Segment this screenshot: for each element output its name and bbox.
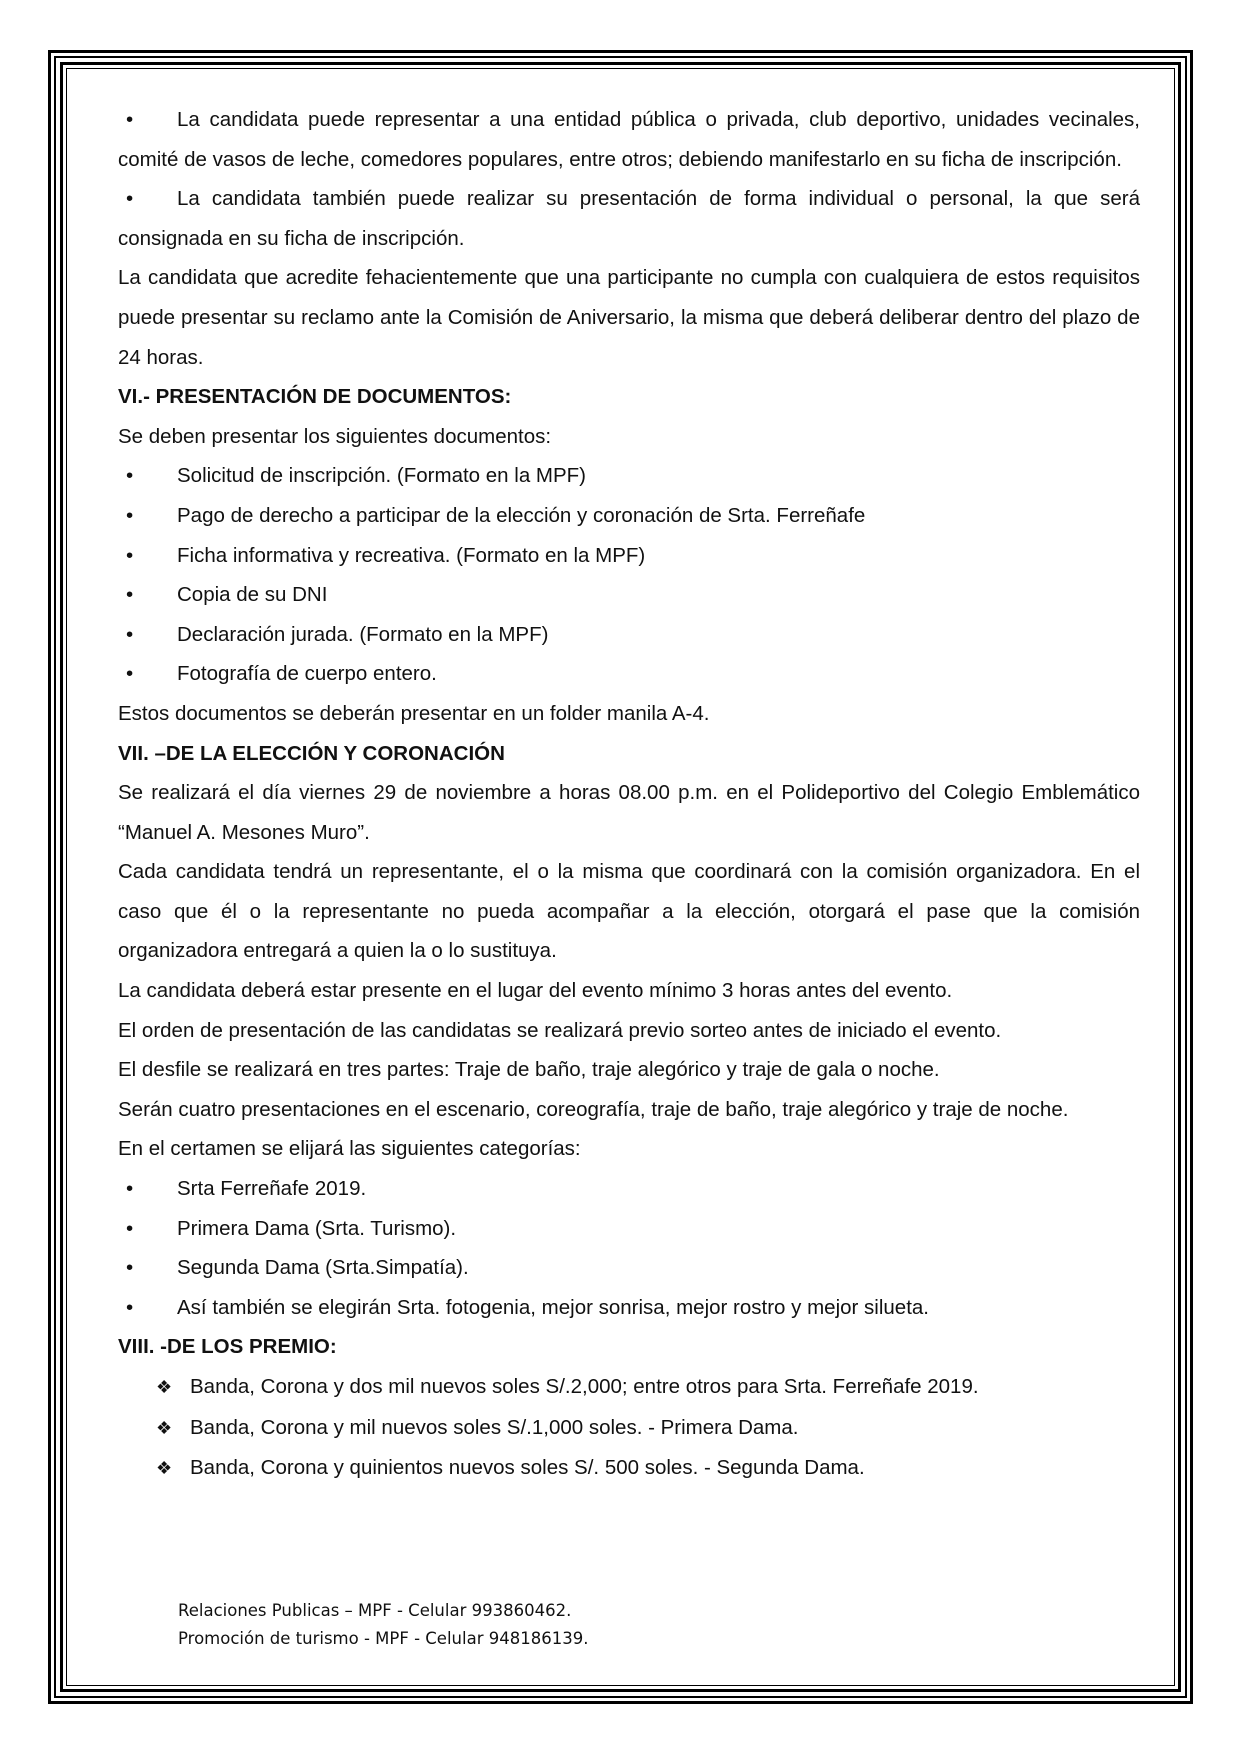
paragraph-reclamo: La candidata que acredite fehacientemente que una participante no cumpla con cualquiera de estos requisitos puede presentar su reclamo ante la Comisión de Aniversario, la misma que deberá deliberar dentro del plazo de 24 horas.: [118, 266, 1140, 369]
paragraph-orden: El orden de presentación de las candidatas se realizará previo sorteo antes de iniciado el evento.: [118, 1018, 1002, 1042]
bullet-icon: •: [126, 583, 134, 607]
contact-footer: [178, 1597, 588, 1653]
bullet-icon: •: [126, 108, 134, 131]
paragraph-folder: Estos documentos se deberán presentar en un folder manila A-4.: [118, 701, 710, 725]
section-heading-vii: VII. –DE LA ELECCIÓN Y CORONACIÓN: [118, 741, 505, 765]
bullet-icon: •: [126, 543, 134, 567]
diamond-bullet-icon: ❖: [156, 1458, 173, 1479]
bullet-icon: •: [126, 1216, 134, 1240]
diamond-bullet-icon: ❖: [156, 1377, 173, 1397]
bullet-text: La candidata puede representar a una entidad pública o privada, club deportivo, unidades vecinales, comité de vasos de leche, comedores populares, entre otros; debiendo manifestarlo en su ficha de inscripción.: [118, 108, 1140, 171]
document-item: • Declaración jurada. (Formato en la MPF): [118, 615, 1140, 655]
diamond-bullet-icon: ❖: [156, 1417, 173, 1438]
paragraph-desfile: El desfile se realizará en tres partes: Traje de baño, traje alegórico y traje de gala o noche.: [118, 1058, 940, 1082]
paragraph-presentaciones: Serán cuatro presentaciones en el escenario, coreografía, traje de baño, traje alegórico y traje de noche.: [118, 1097, 1069, 1121]
category-item: • Srta Ferreñafe 2019.: [118, 1169, 1140, 1209]
bullet-text: La candidata también puede realizar su presentación de forma individual o personal, la que será consignada en su ficha de inscripción.: [118, 187, 1140, 250]
category-item: • Primera Dama (Srta. Turismo).: [118, 1209, 1140, 1249]
bullet-icon: •: [126, 503, 134, 527]
bullet-icon: •: [126, 622, 134, 646]
document-item: • Solicitud de inscripción. (Formato en la MPF): [118, 456, 1140, 496]
prize-item: ❖ Banda, Corona y quinientos nuevos soles S/. 500 soles. - Segunda Dama.: [118, 1448, 1140, 1489]
paragraph-presencia: La candidata deberá estar presente en el lugar del evento mínimo 3 horas antes del evento.: [118, 979, 953, 1003]
bullet-icon: •: [126, 464, 134, 488]
bullet-icon: •: [126, 662, 134, 686]
document-item: • Fotografía de cuerpo entero.: [118, 654, 1140, 694]
paragraph-documents-intro: Se deben presentar los siguientes documentos:: [118, 424, 552, 448]
section-heading-vi: VI.- PRESENTACIÓN DE DOCUMENTOS:: [118, 385, 512, 409]
category-item: • Segunda Dama (Srta.Simpatía).: [118, 1248, 1140, 1288]
paragraph-categorias-intro: En el certamen se elijará las siguientes categorías:: [118, 1137, 581, 1161]
bullet-item: [118, 100, 1140, 179]
paragraph-fecha: Se realizará el día viernes 29 de noviembre a horas 08.00 p.m. en el Polideportivo del Colegio Emblemático “Manuel A. Mesones Muro”.: [118, 781, 1140, 844]
document-item: • Copia de su DNI: [118, 575, 1140, 615]
bullet-icon: •: [126, 1295, 134, 1319]
document-item: • Pago de derecho a participar de la elección y coronación de Srta. Ferreñafe: [118, 496, 1140, 536]
footer-line-relaciones: Relaciones Publicas – MPF - Celular 993860462.: [178, 1601, 572, 1620]
bullet-icon: •: [126, 1256, 134, 1280]
category-item: • Así también se elegirán Srta. fotogenia, mejor sonrisa, mejor rostro y mejor silueta.: [118, 1288, 1140, 1328]
document-item: • Ficha informativa y recreativa. (Formato en la MPF): [118, 536, 1140, 576]
bullet-icon: •: [126, 1177, 134, 1201]
bullet-icon: •: [126, 187, 134, 211]
prize-item: ❖ Banda, Corona y mil nuevos soles S/.1,000 soles. - Primera Dama.: [118, 1408, 1140, 1449]
bullet-item: [118, 179, 1140, 258]
footer-line-turismo: Promoción de turismo - MPF - Celular 948186139.: [178, 1629, 589, 1648]
document-body: [118, 100, 1140, 1489]
prize-item: ❖ Banda, Corona y dos mil nuevos soles S/.2,000; entre otros para Srta. Ferreñafe 2019.: [118, 1367, 1140, 1408]
section-heading-viii: VIII. -DE LOS PREMIO:: [118, 1335, 337, 1359]
paragraph-representante: Cada candidata tendrá un representante, el o la misma que coordinará con la comisión organizadora. En el caso que él o la representante no pueda acompañar a la elección, otorgará el pase que la comisión organizadora entregará a quien la o lo sustituya.: [118, 860, 1140, 963]
